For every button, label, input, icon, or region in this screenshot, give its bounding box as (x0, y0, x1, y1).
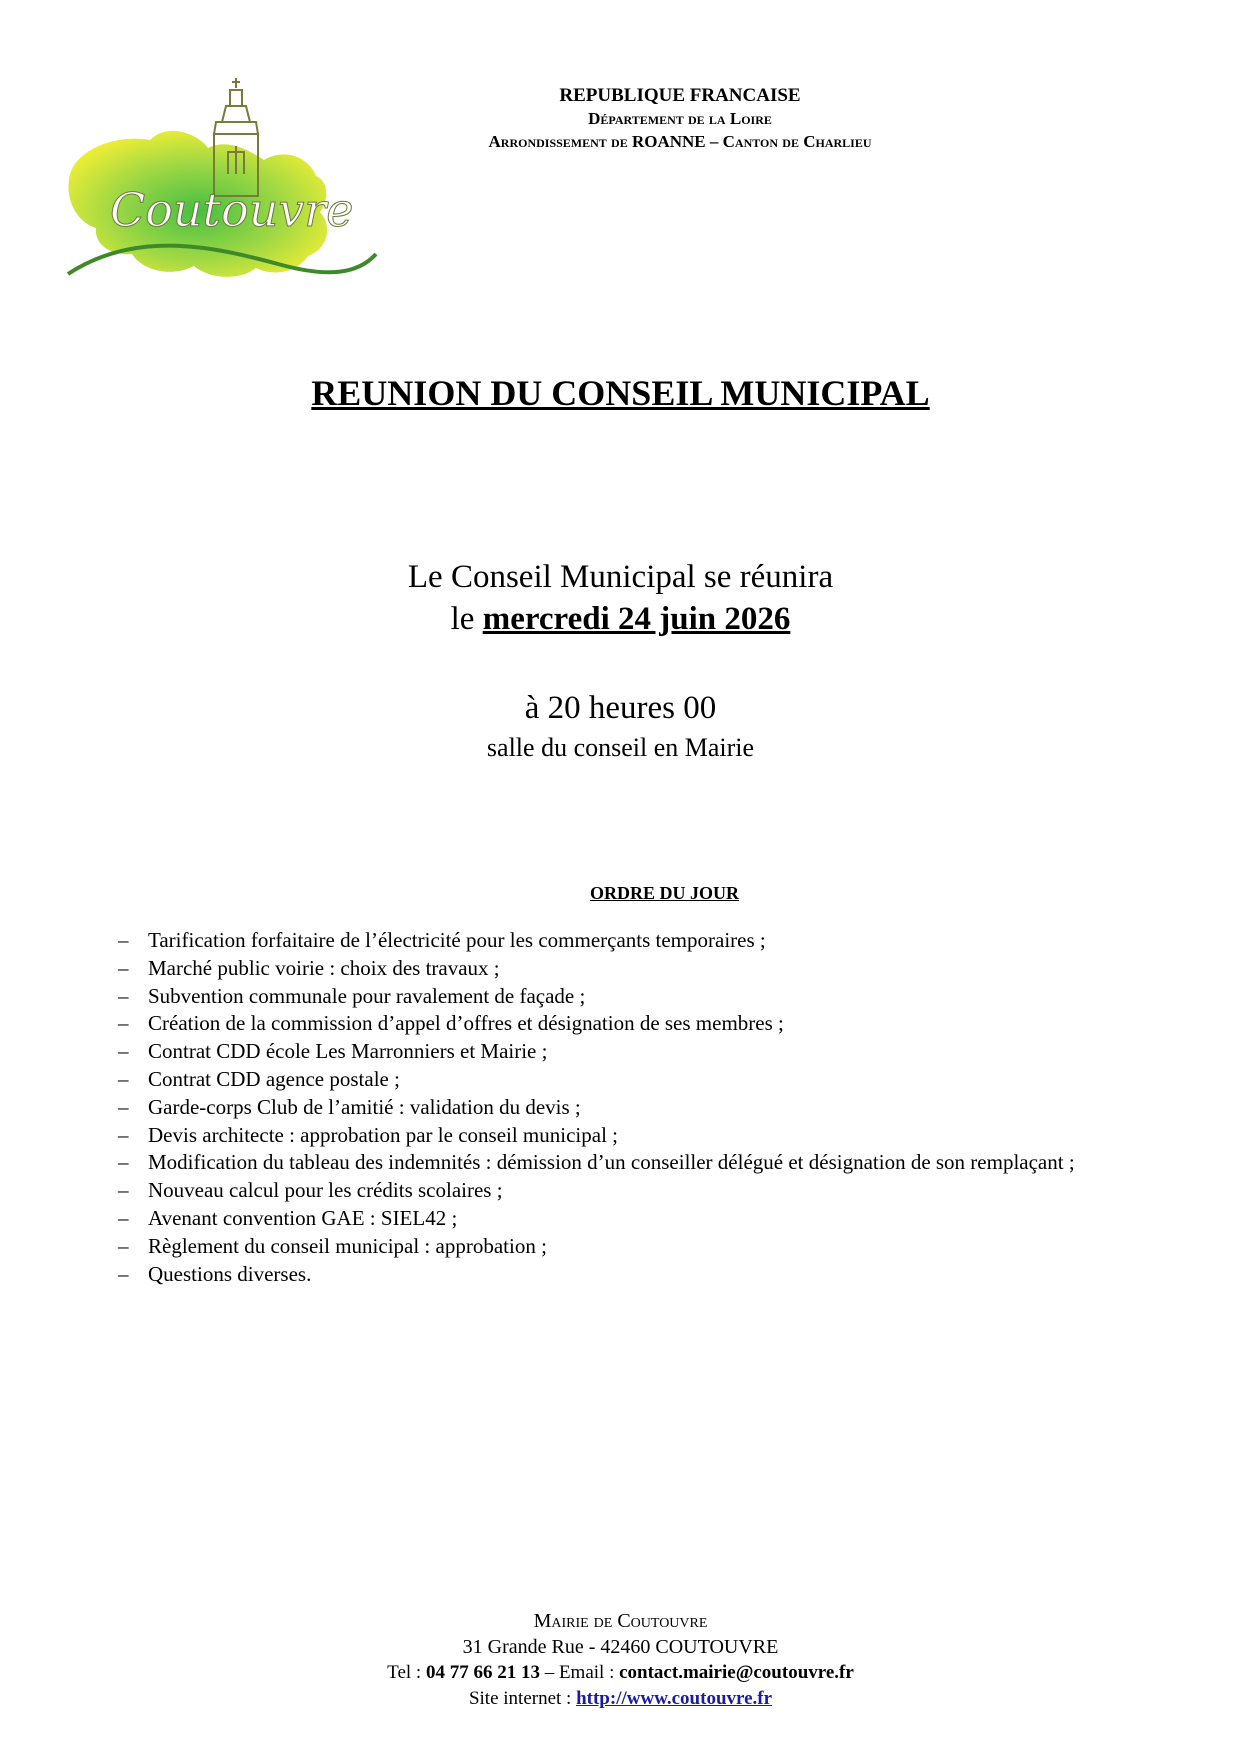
meeting-place: salle du conseil en Mairie (486, 733, 755, 762)
agenda-item-text: Nouveau calcul pour les crédits scolaires ; (148, 1178, 503, 1203)
agenda-item (118, 955, 1130, 983)
meeting-date-prefix: le (450, 601, 483, 637)
meeting-date: mercredi 24 juin 2026 (482, 601, 791, 637)
agenda-item-text: Marché public voirie : choix des travaux ; (148, 955, 500, 980)
agenda-item-text: Devis architecte : approbation par le conseil municipal ; (148, 1122, 618, 1147)
coutouvre-logo (58, 78, 428, 310)
agenda-item (118, 1094, 1130, 1122)
agenda-item-text: Questions diverses. (148, 1261, 312, 1286)
agenda-item (118, 1205, 1130, 1233)
agenda-item-text: Tarification forfaitaire de l’électricité pour les commerçants temporaires ; (148, 928, 766, 952)
meeting-announcement: Le Conseil Municipal se réunira (407, 559, 834, 595)
letterhead (380, 84, 980, 153)
agenda-item (118, 1177, 1130, 1205)
agenda-bullet: – (118, 1150, 129, 1175)
agenda-item (118, 1038, 1130, 1066)
agenda-item (118, 927, 1130, 955)
footer (0, 1608, 1241, 1712)
footer-tel-label: Tel : (387, 1662, 426, 1683)
footer-mairie: Mairie de Coutouvre (533, 1610, 708, 1632)
header-country: REPUBLIQUE FRANCAISE (559, 85, 801, 106)
agenda-bullet: – (118, 928, 129, 952)
page-title: REUNION DU CONSEIL MUNICIPAL (311, 373, 930, 413)
agenda-item-text: Contrat CDD école Les Marronniers et Mairie ; (148, 1039, 548, 1064)
agenda-bullet: – (118, 1261, 129, 1286)
agenda-bullet: – (118, 1122, 129, 1147)
meeting-time: à 20 heures 00 (524, 690, 717, 726)
header-district: Arrondissement de ROANNE – Canton de Charlieu (488, 132, 872, 151)
footer-email[interactable]: contact.mairie@coutouvre.fr (619, 1662, 854, 1683)
footer-address: 31 Grande Rue - 42460 COUTOUVRE (462, 1636, 779, 1658)
logo-text: Coutouvre (110, 183, 354, 237)
agenda-item (118, 1010, 1130, 1038)
footer-contact (0, 1660, 1241, 1686)
coutouvre-logo-graphic (58, 78, 428, 310)
agenda-bullet: – (118, 1205, 129, 1230)
agenda-bullet: – (118, 1233, 129, 1258)
agenda-item (118, 1261, 1130, 1289)
agenda-item-text: Contrat CDD agence postale ; (148, 1066, 400, 1091)
agenda-heading: ORDRE DU JOUR (590, 883, 740, 903)
agenda-item-text: Subvention communale pour ravalement de façade ; (148, 983, 586, 1008)
agenda-item-text: Création de la commission d’appel d’offres et désignation de ses membres ; (148, 1011, 784, 1036)
footer-site (0, 1686, 1241, 1712)
agenda-item-text: Modification du tableau des indemnités : démission d’un conseiller délégué et désignation de son remplaçant ; (148, 1150, 1075, 1175)
agenda-item (118, 1066, 1130, 1094)
header-department: Département de la Loire (588, 109, 772, 128)
agenda-item-text: Garde-corps Club de l’amitié : validation du devis ; (148, 1094, 581, 1119)
agenda-bullet: – (118, 983, 129, 1008)
footer-email-label: – Email : (539, 1662, 620, 1683)
agenda-item (118, 1233, 1130, 1261)
footer-tel: 04 77 66 21 13 (425, 1662, 540, 1683)
agenda-bullet: – (118, 1094, 129, 1119)
agenda-item-text: Règlement du conseil municipal : approbation ; (148, 1233, 547, 1258)
agenda-bullet: – (118, 1066, 129, 1091)
agenda-item (118, 1149, 1130, 1177)
footer-site-link[interactable]: http://www.coutouvre.fr (576, 1688, 773, 1709)
agenda-bullet: – (118, 1011, 129, 1036)
agenda-bullet: – (118, 1178, 129, 1203)
agenda-item (118, 1122, 1130, 1150)
footer-site-label: Site internet : (468, 1688, 577, 1709)
agenda-item (118, 983, 1130, 1011)
meeting-date-line (0, 601, 1241, 638)
agenda-bullet: – (118, 955, 129, 980)
agenda-bullet: – (118, 1039, 129, 1064)
agenda-item-text: Avenant convention GAE : SIEL42 ; (148, 1205, 458, 1230)
agenda-list (118, 927, 1130, 1288)
